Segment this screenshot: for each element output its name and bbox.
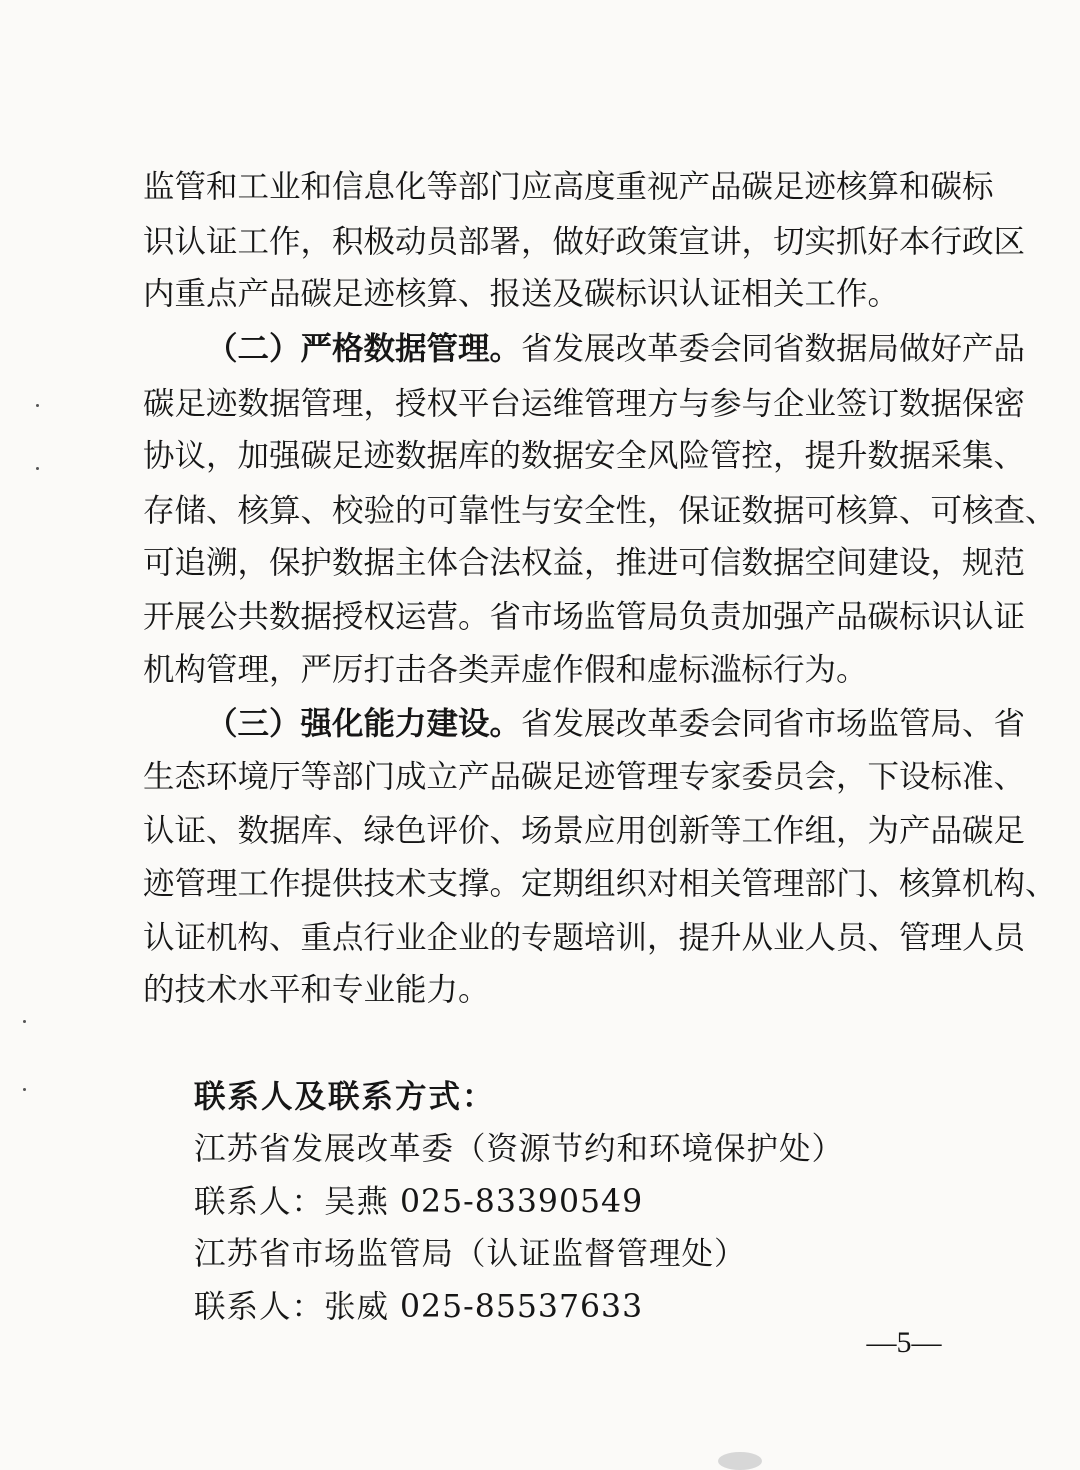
section-2-first-line-text: 省发展改革委会同省数据局做好产品 — [521, 331, 1026, 367]
contacts-title: 联系人及联系方式： — [194, 1078, 496, 1115]
section-2-line-5: 开展公共数据授权运营。省市场监管局负责加强产品碳标识认证 — [143, 599, 1026, 635]
scan-speck — [23, 1088, 26, 1091]
section-2-line-6: 机构管理，严厉打击各类弄虚作假和虚标滥标行为。 — [143, 652, 868, 688]
contact-line-3: 江苏省市场监管局（认证监督管理处） — [194, 1236, 747, 1272]
section-3-line-5: 的技术水平和专业能力。 — [143, 972, 490, 1008]
section-2-line-2: 协议，加强碳足迹数据库的数据安全风险管控，提升数据采集、 — [143, 438, 1026, 474]
page-number: —5— — [866, 1326, 942, 1359]
scan-speck — [36, 467, 39, 470]
section-3-first-line-text: 省发展改革委会同省市场监管局、省 — [521, 706, 1026, 742]
section-2-line-3: 存储、核算、校验的可靠性与安全性，保证数据可核算、可核查、 — [143, 493, 1057, 529]
section-3-first-line — [206, 698, 1026, 750]
scan-speck — [23, 1020, 26, 1023]
section-3-line-4: 认证机构、重点行业企业的专题培训，提升从业人员、管理人员 — [143, 920, 1026, 956]
section-2-first-line — [206, 323, 1026, 375]
section-2-line-4: 可追溯，保护数据主体合法权益，推进可信数据空间建设，规范 — [143, 545, 1026, 581]
section-3-line-3: 迹管理工作提供技术支撑。定期组织对相关管理部门、核算机构、 — [143, 866, 1057, 902]
section-2-heading: （二）严格数据管理。 — [206, 330, 522, 367]
scan-speck — [36, 404, 39, 407]
intro-line-1: 监管和工业和信息化等部门应高度重视产品碳足迹核算和碳标 — [143, 169, 994, 205]
section-2-line-1: 碳足迹数据管理，授权平台运维管理方与参与企业签订数据保密 — [143, 386, 1026, 422]
section-3-line-2: 认证、数据库、绿色评价、场景应用创新等工作组，为产品碳足 — [143, 813, 1026, 849]
contact-line-1: 江苏省发展改革委（资源节约和环境保护处） — [194, 1131, 845, 1167]
intro-line-3: 内重点产品碳足迹核算、报送及碳标识认证相关工作。 — [143, 276, 900, 312]
section-3-heading: （三）强化能力建设。 — [206, 705, 522, 742]
section-3-line-1: 生态环境厅等部门成立产品碳足迹管理专家委员会，下设标准、 — [143, 759, 1026, 795]
intro-line-2: 识认证工作，积极动员部署，做好政策宣讲，切实抓好本行政区 — [143, 224, 1026, 260]
contact-line-2: 联系人：吴燕 025-83390549 — [194, 1184, 644, 1220]
contact-line-4: 联系人：张威 025-85537633 — [194, 1289, 644, 1325]
scan-smudge — [718, 1452, 762, 1470]
